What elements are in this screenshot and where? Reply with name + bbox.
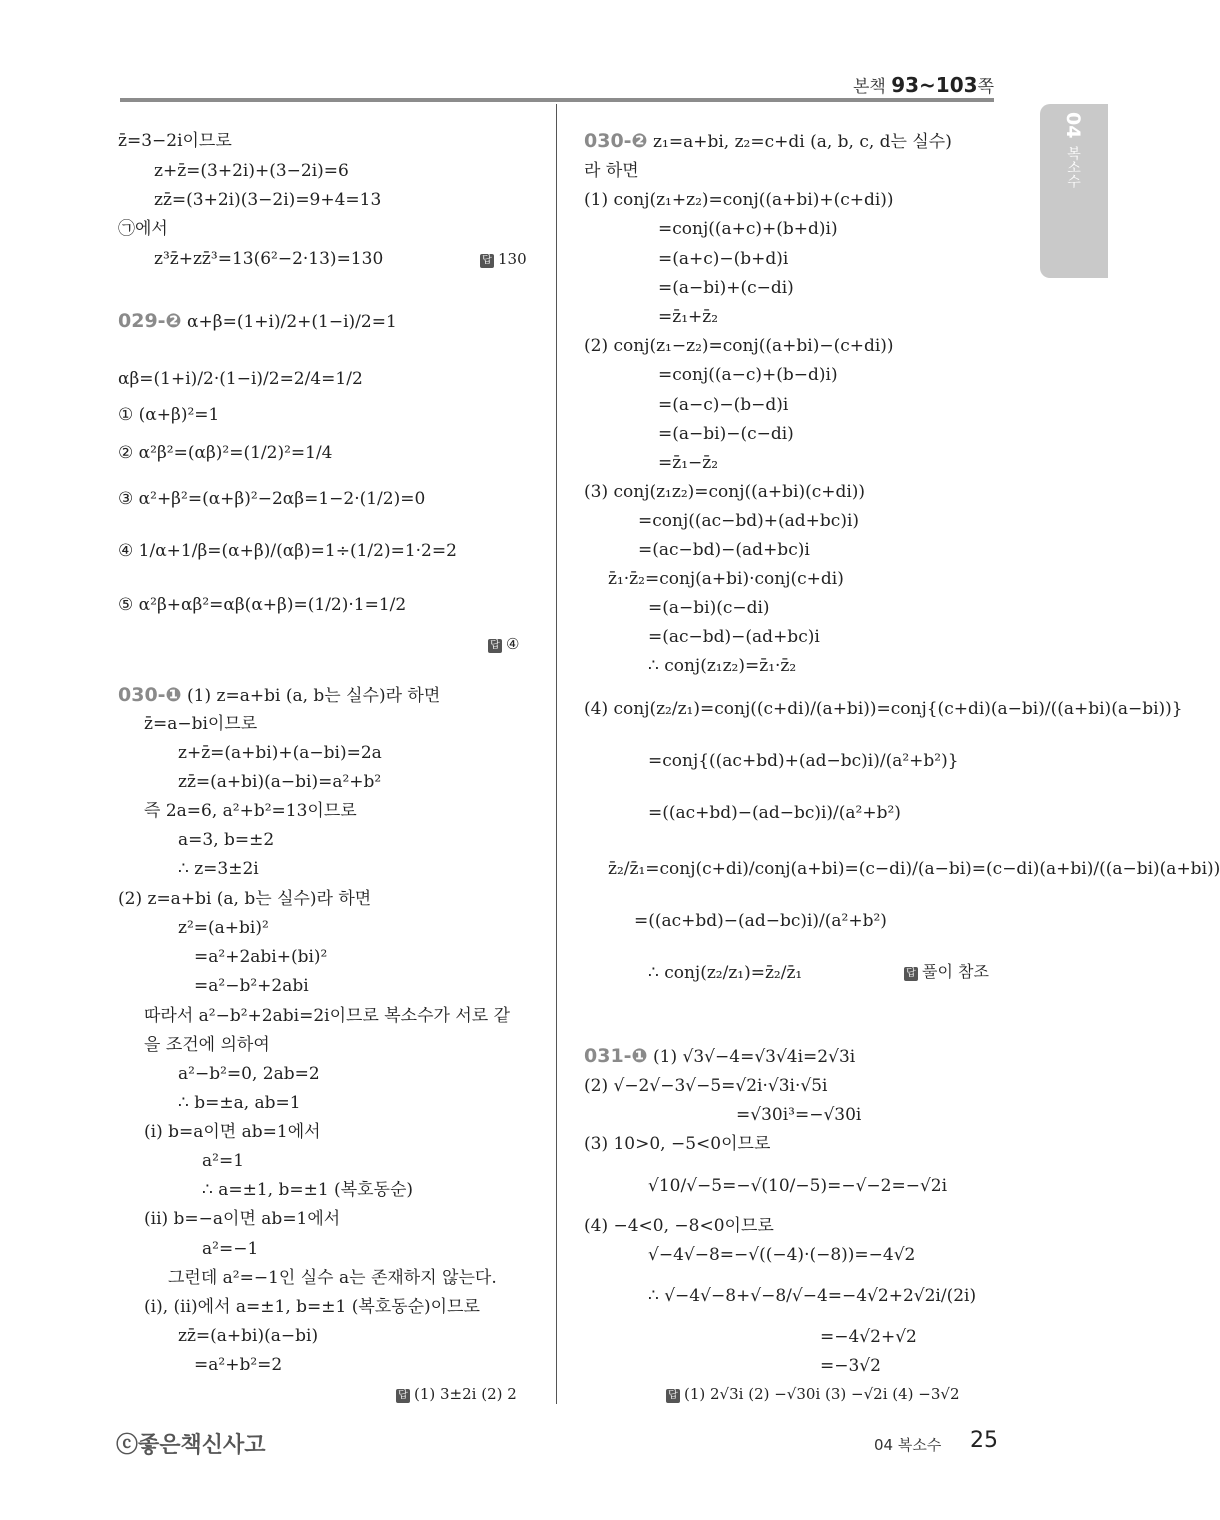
solution-line: (i) b=a이면 ab=1에서 <box>144 1122 321 1142</box>
footer-section: 04 복소수 <box>874 1436 942 1454</box>
solution-line: =(a−bi)(c−di) <box>648 598 770 618</box>
solution-line: ① (α+β)²=1 <box>118 405 220 425</box>
answer-mark: 답 (1) 3±2i (2) 2 <box>396 1384 517 1404</box>
solution-line: =−4√2+√2 <box>820 1327 917 1347</box>
answer-mark: 답 (1) 2√3i (2) −√30i (3) −√2i (4) −3√2 <box>666 1384 960 1404</box>
solution-line: ④ 1/α+1/β=(α+β)/(αβ)=1÷(1/2)=1·2=2 <box>118 541 457 561</box>
solution-line: =conj((a−c)+(b−d)i) <box>658 365 838 385</box>
solution-line: (3) conj(z₁z₂)=conj((a+bi)(c+di)) <box>584 482 866 502</box>
solution-line: (1) conj(z₁+z₂)=conj((a+bi)+(c+di)) <box>584 190 894 210</box>
solution-line: (i), (ii)에서 a=±1, b=±1 (복호동순)이므로 <box>144 1297 480 1317</box>
solution-line: =((ac+bd)−(ad−bc)i)/(a²+b²) <box>648 803 901 823</box>
solution-line: 즉 2a=6, a²+b²=13이므로 <box>144 801 357 821</box>
solution-line: z̄₂/z̄₁=conj(c+di)/conj(a+bi)=(c−di)/(a−bi)=(c−di)(a+bi)/((a−bi)(a+bi)) <box>608 859 1220 879</box>
solution-line: =√30i³=−√30i <box>736 1105 862 1125</box>
solution-line: z̄=a−bi이므로 <box>144 714 258 734</box>
solution-line: ∴ √−4√−8+√−8/√−4=−4√2+2√2i/(2i) <box>648 1286 977 1306</box>
solution-line: ∴ a=±1, b=±1 (복호동순) <box>202 1180 414 1200</box>
page-reference: 본책 93~103쪽 <box>852 73 994 97</box>
solution-line: a²−b²=0, 2ab=2 <box>178 1064 320 1084</box>
solution-line: ∴ conj(z₁z₂)=z̄₁·z̄₂ <box>648 656 797 676</box>
solution-line: =z̄₁+z̄₂ <box>658 307 719 327</box>
solution-line: (2) conj(z₁−z₂)=conj((a+bi)−(c+di)) <box>584 336 894 356</box>
solution-line: =(a−bi)−(c−di) <box>658 424 794 444</box>
solution-line: a=3, b=±2 <box>178 830 275 850</box>
solution-line: =z̄₁−z̄₂ <box>658 453 719 473</box>
page-number: 25 <box>970 1428 998 1453</box>
answer-mark: 답 130 <box>480 249 527 269</box>
chapter-number: 04 <box>1062 112 1084 139</box>
answer-mark: 답 ④ <box>488 634 519 654</box>
solution-line: (3) 10>0, −5<0이므로 <box>584 1134 771 1154</box>
problem-label: 030-❶ <box>118 684 182 706</box>
solution-line: (4) −4<0, −8<0이므로 <box>584 1216 774 1236</box>
solution-line: αβ=(1+i)/2·(1−i)/2=2/4=1/2 <box>118 369 363 389</box>
solution-line: zz̄=(a+bi)(a−bi) <box>178 1326 319 1346</box>
solution-line: z+z̄=(a+bi)+(a−bi)=2a <box>178 743 382 763</box>
solution-line: =(a+c)−(b+d)i <box>658 249 789 269</box>
problem-label: 031-❶ <box>584 1045 648 1067</box>
solution-line: √−4√−8=−√((−4)·(−8))=−4√2 <box>648 1245 916 1265</box>
solution-line: z²=(a+bi)² <box>178 918 269 938</box>
solution-line: =(ac−bd)−(ad+bc)i <box>638 540 810 560</box>
solution-line: =(a−c)−(b−d)i <box>658 395 789 415</box>
solution-line: z+z̄=(3+2i)+(3−2i)=6 <box>154 161 349 181</box>
solution-line: ⑤ α²β+αβ²=αβ(α+β)=(1/2)·1=1/2 <box>118 595 407 615</box>
solution-line: z³z̄+zz̄³=13(6²−2·13)=130 <box>154 249 384 269</box>
solution-line: ∴ z=3±2i <box>178 859 259 879</box>
solution-line: (2) √−2√−3√−5=√2i·√3i·√5i <box>584 1076 828 1096</box>
solution-line: ∴ conj(z₂/z₁)=z̄₂/z̄₁ <box>648 963 803 983</box>
solution-line: zz̄=(3+2i)(3−2i)=9+4=13 <box>154 190 382 210</box>
publisher-logo: ⓒ좋은책신사고 <box>116 1433 266 1458</box>
answer-mark: 답 풀이 참조 <box>904 962 989 982</box>
solution-line: =(a−bi)+(c−di) <box>658 278 794 298</box>
solution-line: ∴ b=±a, ab=1 <box>178 1093 301 1113</box>
solution-line: =conj((a+c)+(b+d)i) <box>658 219 838 239</box>
solution-line: ㉠에서 <box>118 219 168 239</box>
solution-line: (2) z=a+bi (a, b는 실수)라 하면 <box>118 889 372 909</box>
solution-line: a²=−1 <box>202 1239 259 1259</box>
solution-line: z̄₁·z̄₂=conj(a+bi)·conj(c+di) <box>608 569 844 589</box>
solution-line: (4) conj(z₂/z₁)=conj((c+di)/(a+bi))=conj{(c+di)(a−bi)/((a+bi)(a−bi))} <box>584 699 1183 719</box>
solution-line: z̄=3−2i이므로 <box>118 131 232 151</box>
problem-030-2: 030-❷ z₁=a+bi, z₂=c+di (a, b, c, d는 실수) <box>584 130 952 152</box>
problem-030-1: 030-❶ (1) z=a+bi (a, b는 실수)라 하면 <box>118 684 441 706</box>
solution-line: 라 하면 <box>584 161 639 181</box>
chapter-name: 복소수 <box>1065 146 1081 189</box>
solution-line: =((ac+bd)−(ad−bc)i)/(a²+b²) <box>634 911 887 931</box>
solution-line: a²=1 <box>202 1151 245 1171</box>
solution-line: =a²−b²+2abi <box>194 976 309 996</box>
problem-label: 030-❷ <box>584 130 648 152</box>
solution-line: =conj((ac−bd)+(ad+bc)i) <box>638 511 860 531</box>
solution-line: √10/√−5=−√(10/−5)=−√−2=−√2i <box>648 1176 948 1196</box>
problem-label: 029-❷ <box>118 310 182 332</box>
solution-line: 따라서 a²−b²+2abi=2i이므로 복소수가 서로 같 <box>144 1006 511 1026</box>
header-rule <box>120 98 994 102</box>
solution-line: 을 조건에 의하여 <box>144 1035 270 1055</box>
solution-line: 그런데 a²=−1인 실수 a는 존재하지 않는다. <box>168 1268 497 1288</box>
solution-line: (ii) b=−a이면 ab=1에서 <box>144 1209 341 1229</box>
solution-line: =a²+b²=2 <box>194 1355 283 1375</box>
problem-031-1: 031-❶ (1) √3√−4=√3√4i=2√3i <box>584 1045 856 1067</box>
solution-line: ③ α²+β²=(α+β)²−2αβ=1−2·(1/2)=0 <box>118 489 426 509</box>
solution-line: =conj{((ac+bd)+(ad−bc)i)/(a²+b²)} <box>648 751 959 771</box>
solution-line: =(ac−bd)−(ad+bc)i <box>648 627 820 647</box>
solution-line: zz̄=(a+bi)(a−bi)=a²+b² <box>178 772 382 792</box>
solution-line: =−3√2 <box>820 1356 881 1376</box>
column-divider <box>556 104 557 1404</box>
solution-line: =a²+2abi+(bi)² <box>194 947 328 967</box>
chapter-side-tab <box>1040 104 1108 278</box>
solution-line: ② α²β²=(αβ)²=(1/2)²=1/4 <box>118 443 333 463</box>
problem-029: 029-❷ α+β=(1+i)/2+(1−i)/2=1 <box>118 310 397 332</box>
